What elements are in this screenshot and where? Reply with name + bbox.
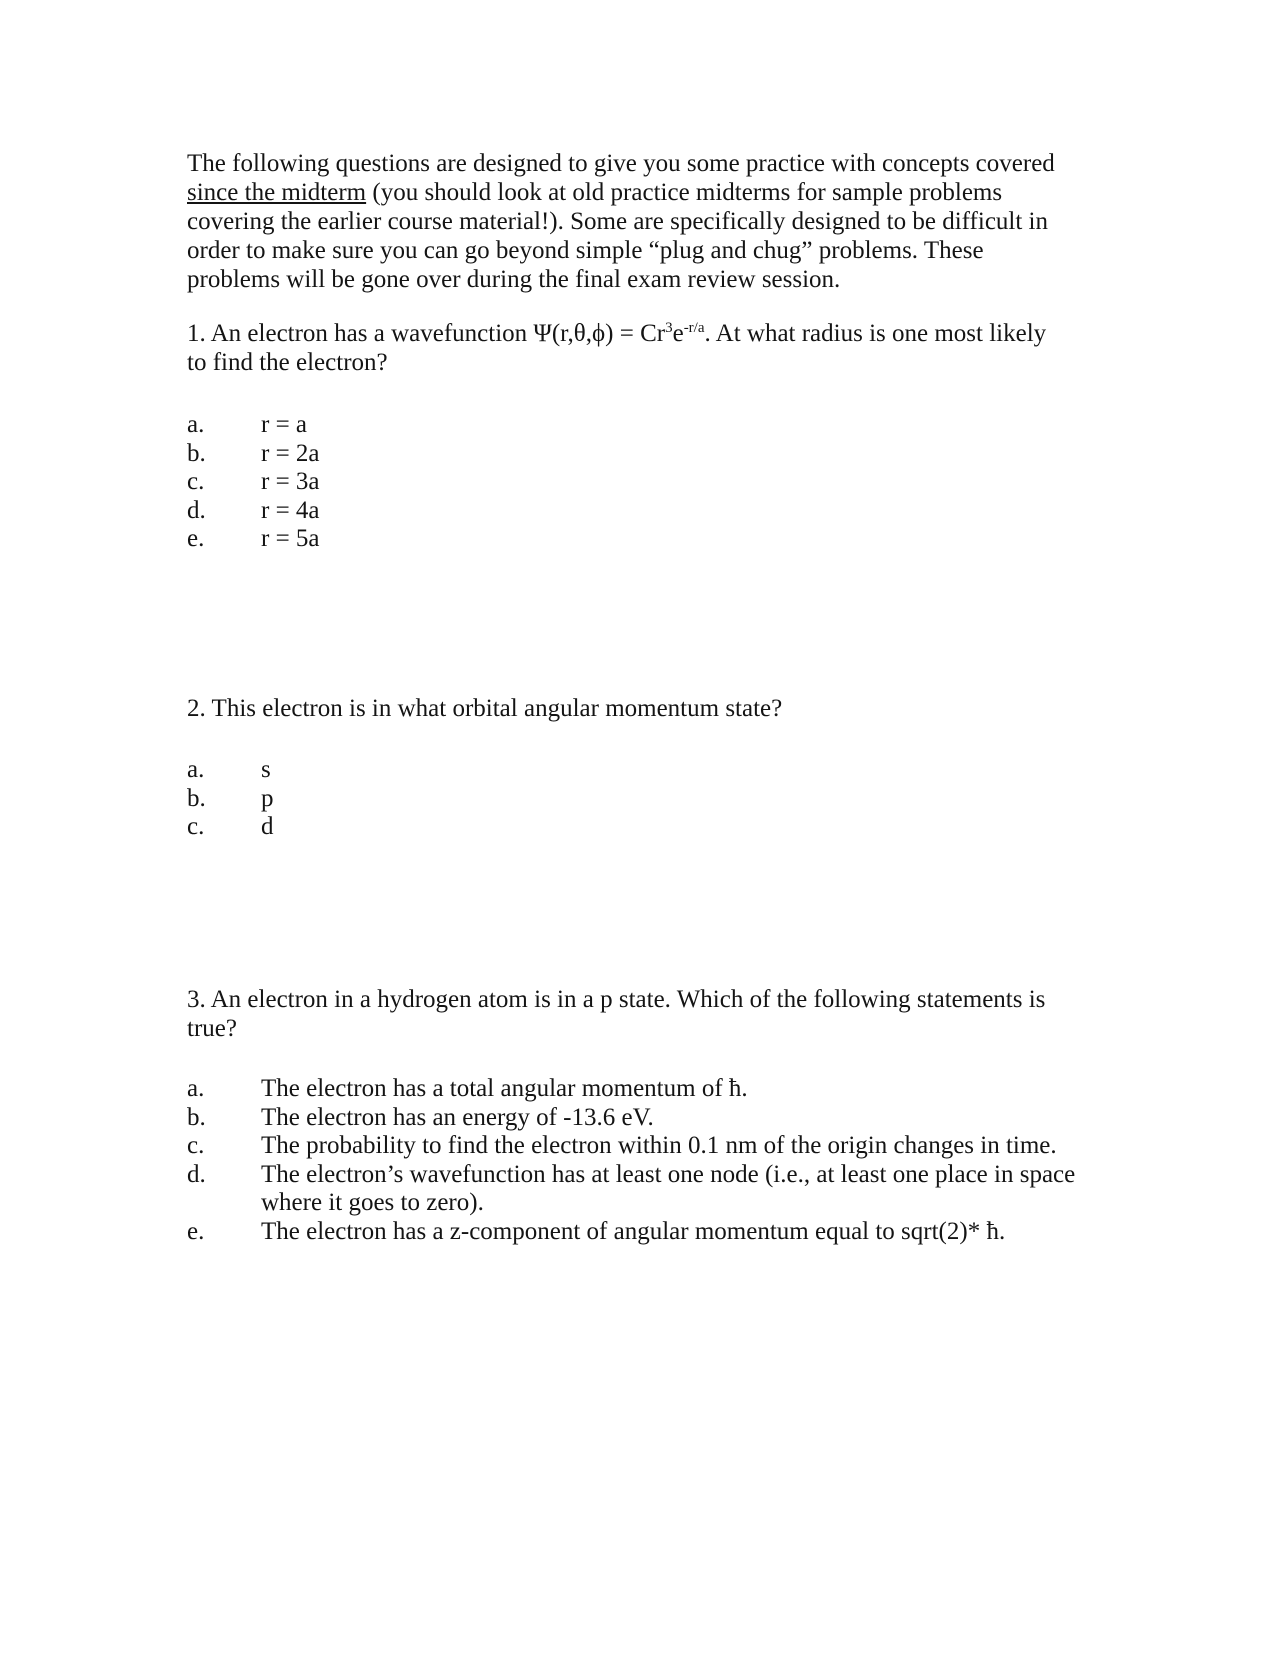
option-q3-a — [187, 1075, 1087, 1104]
option-q2-c — [187, 813, 1087, 842]
option-letter: a. — [187, 756, 205, 783]
option-text: r = 5a — [261, 525, 320, 553]
option-text: The electron has an energy of -13.6 eV. — [261, 1103, 654, 1131]
option-q2-a — [187, 756, 1087, 785]
option-q1-c — [187, 468, 1087, 497]
option-letter: b. — [187, 439, 206, 467]
question-1-line — [187, 319, 1087, 348]
q1-text-before: 1. An electron has a wavefunction Ψ(r,θ,ϕ) = Cr — [187, 320, 666, 347]
q1-text-after: . At what radius is one most likely — [704, 320, 1047, 347]
option-text: The probability to find the electron within 0.1 nm of the origin changes in time. — [261, 1132, 1057, 1160]
option-q1-a — [187, 411, 1087, 440]
option-q3-e — [187, 1218, 1087, 1247]
option-letter: a. — [187, 1075, 205, 1102]
option-letter: c. — [187, 468, 205, 496]
option-text: The electron has a total angular momentum of ħ. — [261, 1075, 748, 1102]
intro-line: The following questions are designed to give you some practice with concepts covered — [187, 150, 1055, 177]
question-1-line-2: to find the electron? — [187, 349, 388, 376]
option-q1-e — [187, 525, 1087, 554]
option-text: r = 2a — [261, 439, 320, 467]
option-q2-b — [187, 785, 1087, 814]
option-text: The electron has a z-component of angular momentum equal to sqrt(2)* ħ. — [261, 1217, 1006, 1245]
question-3-line: 3. An electron in a hydrogen atom is in a p state. Which of the following statements is — [187, 986, 1046, 1013]
question-2 — [187, 694, 1087, 723]
option-letter: e. — [187, 1217, 205, 1245]
question-3 — [187, 985, 1087, 1043]
question-3-line-2: true? — [187, 1015, 237, 1042]
option-q3-d — [187, 1161, 1087, 1218]
q1-text-e: e — [672, 320, 684, 347]
option-q1-b — [187, 440, 1087, 469]
question-3-options — [187, 1075, 1087, 1247]
option-text: r = 4a — [261, 496, 320, 524]
question-2-line: 2. This electron is in what orbital angular momentum state? — [187, 695, 783, 722]
option-letter: c. — [187, 1132, 205, 1160]
option-text: p — [261, 784, 274, 812]
question-2-options — [187, 756, 1087, 842]
question-1-options — [187, 411, 1087, 554]
q1-exponent-3: 3 — [665, 320, 673, 336]
option-text: r = 3a — [261, 468, 320, 496]
option-letter: b. — [187, 784, 206, 812]
option-letter: c. — [187, 813, 205, 841]
option-text: d — [261, 813, 274, 841]
option-letter: d. — [187, 1160, 206, 1188]
option-text: The electron’s wavefunction has at least one node (i.e., at least one place in space — [261, 1160, 1076, 1188]
option-letter: d. — [187, 496, 206, 524]
intro-line: problems will be gone over during the final exam review session. — [187, 266, 841, 293]
option-letter: e. — [187, 525, 205, 553]
option-letter: a. — [187, 411, 205, 438]
intro-line — [187, 178, 1087, 207]
question-1 — [187, 319, 1087, 377]
underlined-phrase: since the midterm — [187, 179, 367, 206]
option-text: r = a — [261, 411, 308, 438]
option-letter: b. — [187, 1103, 206, 1131]
option-q3-c — [187, 1132, 1087, 1161]
q1-exponent-r-a: -r/a — [683, 320, 705, 336]
intro-line: order to make sure you can go beyond simple “plug and chug” problems. These — [187, 237, 984, 264]
option-q3-b — [187, 1104, 1087, 1133]
option-text-continuation: where it goes to zero). — [261, 1189, 484, 1217]
intro-paragraph — [187, 149, 1087, 294]
option-text: s — [261, 756, 271, 783]
intro-line-rest: (you should look at old practice midterms for sample problems — [366, 179, 1003, 206]
intro-line: covering the earlier course material!). Some are specifically designed to be difficult in — [187, 208, 1048, 235]
option-q1-d — [187, 497, 1087, 526]
